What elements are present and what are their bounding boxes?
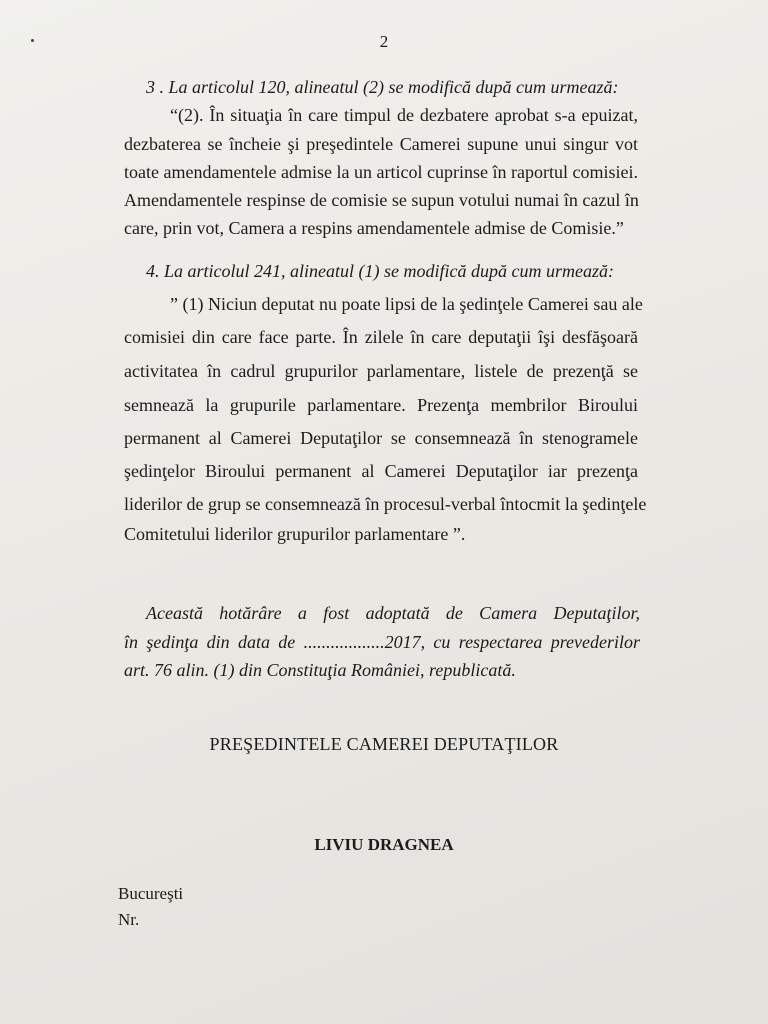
section-heading-4: 4. La articolul 241, alineatul (1) se modifică după cum urmează: xyxy=(146,261,614,281)
paragraph-line: ” (1) Niciun deputat nu poate lipsi de la şedinţele Camerei sau ale xyxy=(170,294,643,314)
signatory-name: LIVIU DRAGNEA xyxy=(314,835,454,854)
page-number: 2 xyxy=(379,32,389,51)
closing-line: Această hotărâre a fost adoptată de Camera Deputaţilor, xyxy=(146,603,640,623)
paragraph-line: Comitetului liderilor grupurilor parlamentare ”. xyxy=(124,524,466,544)
paragraph-line: semnează la grupurile parlamentare. Prezenţa membrilor Biroului xyxy=(124,395,638,415)
paragraph-line: “(2). În situaţia în care timpul de dezbatere aprobat s-a epuizat, xyxy=(170,105,638,125)
signatory-title: PREŞEDINTELE CAMEREI DEPUTAŢILOR xyxy=(209,734,559,754)
paragraph-line: dezbaterea se încheie şi preşedintele Camerei supune unui singur vot xyxy=(124,134,638,154)
paragraph-line: care, prin vot, Camera a respins amendamentele admise de Comisie.” xyxy=(124,218,624,238)
paragraph-line: comisiei din care face parte. În zilele în care deputaţii îşi desfăşoară xyxy=(124,327,638,347)
paragraph-line: activitatea în cadrul grupurilor parlamentare, listele de prezenţă se xyxy=(124,361,638,381)
number-label: Nr. xyxy=(118,910,140,929)
paragraph-line: Amendamentele respinse de comisie se supun votului numai în cazul în xyxy=(124,190,639,210)
paragraph-line: toate amendamentele admise la un articol cuprinse în raportul comisiei. xyxy=(124,162,638,182)
place-label: Bucureşti xyxy=(118,884,184,903)
section-heading-3: 3 . La articolul 120, alineatul (2) se modifică după cum urmează: xyxy=(146,77,619,97)
closing-line: art. 76 alin. (1) din Constituţia României, republicată. xyxy=(124,660,516,680)
paragraph-line: permanent al Camerei Deputaţilor se consemnează în stenogramele xyxy=(124,428,638,448)
paragraph-line: şedinţelor Biroului permanent al Camerei Deputaţilor iar prezenţa xyxy=(124,461,638,481)
paragraph-line: liderilor de grup se consemnează în procesul-verbal întocmit la şedinţele xyxy=(124,494,647,514)
closing-line: în şedinţa din data de ..................2017, cu respectarea prevederilor xyxy=(124,632,640,652)
